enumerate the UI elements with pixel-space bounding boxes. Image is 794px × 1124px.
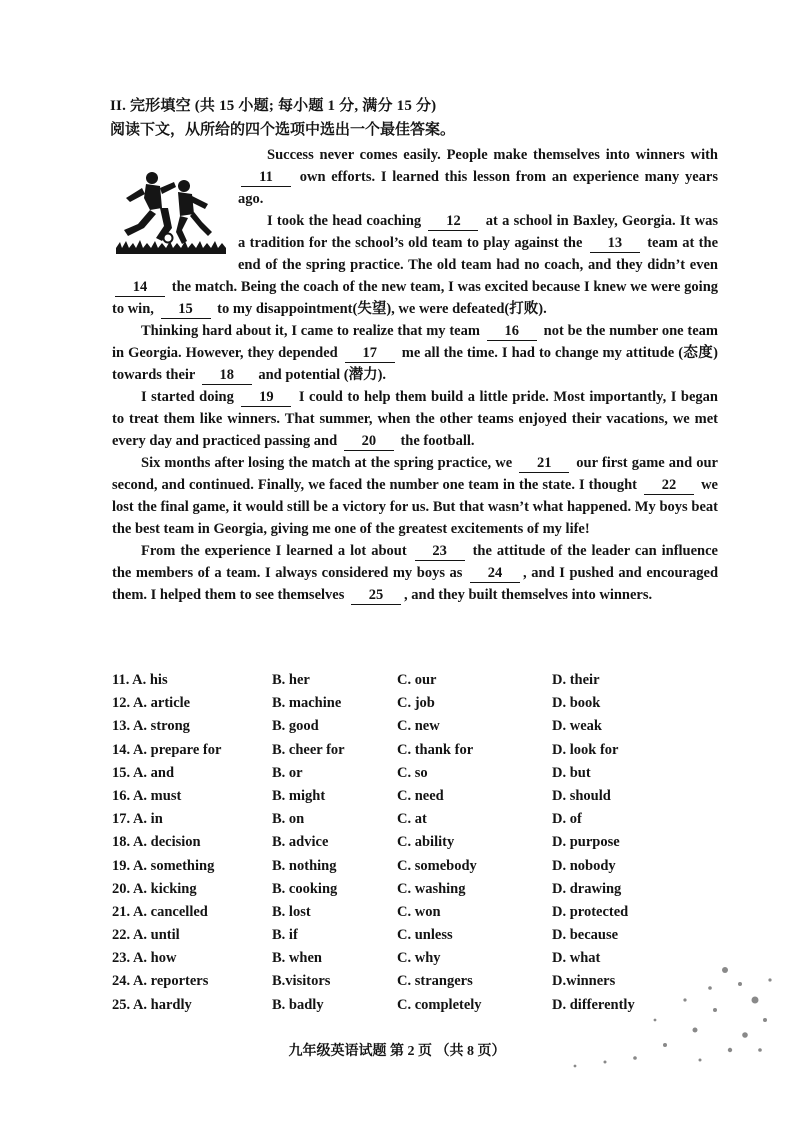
blank-13[interactable]: 13 (590, 235, 640, 253)
blank-25[interactable]: 25 (351, 587, 401, 605)
option-c[interactable]: C. so (397, 764, 428, 781)
paragraph-4: I started doing 19 I could to help them build a little pride. Most importantly, I began to treat them like winners. That summer, when the other teams enjoyed their vacations, we met every day and practiced passing and 20 the football. (112, 389, 718, 449)
option-b[interactable]: B.visitors (272, 973, 331, 990)
option-d[interactable]: D. differently (552, 996, 635, 1013)
option-b[interactable]: B. cheer for (272, 741, 345, 758)
blank-21[interactable]: 21 (519, 455, 569, 473)
option-b[interactable]: B. when (272, 950, 322, 967)
option-b[interactable]: B. badly (272, 996, 324, 1013)
option-a[interactable]: 18. A. decision (112, 834, 201, 851)
option-d[interactable]: D. should (552, 787, 611, 804)
option-a[interactable]: 22. A. until (112, 927, 180, 944)
blank-16[interactable]: 16 (487, 323, 537, 341)
blank-14[interactable]: 14 (115, 279, 165, 297)
option-b[interactable]: B. advice (272, 834, 329, 851)
option-b[interactable]: B. nothing (272, 857, 337, 874)
option-d[interactable]: D. of (552, 811, 582, 828)
option-d[interactable]: D. purpose (552, 834, 620, 851)
option-c[interactable]: C. completely (397, 996, 482, 1013)
blank-24[interactable]: 24 (470, 565, 520, 583)
option-a[interactable]: 19. A. something (112, 857, 215, 874)
option-d[interactable]: D. drawing (552, 880, 622, 897)
blank-20[interactable]: 20 (344, 433, 394, 451)
soccer-players-icon (112, 164, 230, 256)
option-c[interactable]: C. new (397, 718, 440, 735)
question-21-options (112, 904, 732, 927)
question-17-options (112, 811, 732, 834)
blank-22[interactable]: 22 (644, 477, 694, 495)
option-c[interactable]: C. ability (397, 834, 455, 851)
cloze-passage (112, 144, 718, 606)
question-13-options (112, 718, 732, 741)
option-b[interactable]: B. cooking (272, 880, 338, 897)
question-16-options (112, 788, 732, 811)
paragraph-5: Six months after losing the match at the spring practice, we 21 our first game and our second, and continued. Finally, we faced the number one team in the state. I thought 22 we lost the final game, it would still be a victory for us. But that wasn’t what happened. My boys beat the best team in Georgia, giving me one of the greatest excitements of my life! (112, 455, 718, 537)
option-a[interactable]: 24. A. reporters (112, 973, 209, 990)
option-d[interactable]: D. but (552, 764, 591, 781)
option-a[interactable]: 21. A. cancelled (112, 903, 208, 920)
blank-23[interactable]: 23 (415, 543, 465, 561)
blank-15[interactable]: 15 (161, 301, 211, 319)
option-a[interactable]: 25. A. hardly (112, 996, 192, 1013)
option-b[interactable]: B. or (272, 764, 303, 781)
option-a[interactable]: 11. A. his (112, 672, 168, 688)
option-a[interactable]: 15. A. and (112, 764, 175, 781)
option-c[interactable]: C. unless (397, 927, 453, 944)
question-18-options (112, 834, 732, 857)
option-c[interactable]: C. somebody (397, 857, 477, 874)
option-a[interactable]: 16. A. must (112, 787, 182, 804)
option-b[interactable]: B. lost (272, 903, 311, 920)
blank-11[interactable]: 11 (241, 169, 291, 187)
option-a[interactable]: 17. A. in (112, 811, 163, 828)
option-b[interactable]: B. her (272, 672, 310, 688)
option-c[interactable]: C. our (397, 672, 437, 688)
option-a[interactable]: 12. A. article (112, 695, 191, 712)
option-d[interactable]: D. weak (552, 718, 602, 735)
option-c[interactable]: C. won (397, 903, 441, 920)
option-b[interactable]: B. might (272, 787, 326, 804)
blank-12[interactable]: 12 (428, 213, 478, 231)
option-d[interactable]: D. protected (552, 903, 629, 920)
option-c[interactable]: C. strangers (397, 973, 473, 990)
question-20-options (112, 881, 732, 904)
option-d[interactable]: D. look for (552, 741, 619, 758)
option-d[interactable]: D. book (552, 695, 601, 712)
option-d[interactable]: D. because (552, 927, 619, 944)
question-19-options (112, 858, 732, 881)
option-d[interactable]: D. what (552, 950, 601, 967)
option-d[interactable]: D. nobody (552, 857, 616, 874)
paragraph-3: Thinking hard about it, I came to realize that my team 16 not be the number one team in Georgia. However, they depended 17 me all the time. I had to change my attitude (态度) towards their 18 and potential (潜力). (112, 323, 719, 383)
blank-19[interactable]: 19 (241, 389, 291, 407)
option-b[interactable]: B. if (272, 927, 298, 944)
option-a[interactable]: 13. A. strong (112, 718, 190, 735)
option-c[interactable]: C. why (397, 950, 441, 967)
option-b[interactable]: B. on (272, 811, 305, 828)
section-title: II. 完形填空 (共 15 小题; 每小题 1 分, 满分 15 分) (110, 98, 437, 114)
page-footer: 九年级英语试题 第 2 页 （共 8 页） (288, 1044, 506, 1059)
section-instruction: 阅读下文，从所给的四个选项中选出一个最佳答案。 (110, 122, 456, 138)
option-a[interactable]: 23. A. how (112, 950, 177, 967)
option-b[interactable]: B. machine (272, 695, 342, 712)
question-12-options (112, 695, 732, 718)
option-d[interactable]: D. their (552, 672, 600, 688)
option-c[interactable]: C. washing (397, 880, 466, 897)
option-a[interactable]: 14. A. prepare for (112, 741, 222, 758)
option-c[interactable]: C. thank for (397, 741, 474, 758)
option-b[interactable]: B. good (272, 718, 319, 735)
option-c[interactable]: C. need (397, 787, 444, 804)
option-c[interactable]: C. job (397, 695, 435, 712)
paragraph-1: Success never comes easily. People make themselves into winners with 11 own efforts. I learned this lesson from an experience many years ago. I took the head coaching 12 at a school in Baxley, Georgia. It was a tradition for the school’s old team to play against the 13 team at the end of the spring practice. The old team had no coach, and they didn’t even 14 the match. Being the coach of the new team, I was excited because I knew we were going to win, 15 to my disappointment(失望), we were defeated(打败). (112, 147, 719, 317)
question-14-options (112, 742, 732, 765)
paragraph-6: From the experience I learned a lot about 23 the attitude of the leader can influence the members of a team. I always considered my boys as 24 , and I pushed and encouraged them. I helped them to see themselves 25 , and they built themselves into winners. (112, 543, 719, 603)
option-d[interactable]: D.winners (552, 973, 616, 990)
blank-17[interactable]: 17 (345, 345, 395, 363)
blank-18[interactable]: 18 (202, 367, 252, 385)
question-11-options (112, 672, 732, 695)
question-15-options (112, 765, 732, 788)
option-a[interactable]: 20. A. kicking (112, 880, 197, 897)
option-c[interactable]: C. at (397, 811, 427, 828)
